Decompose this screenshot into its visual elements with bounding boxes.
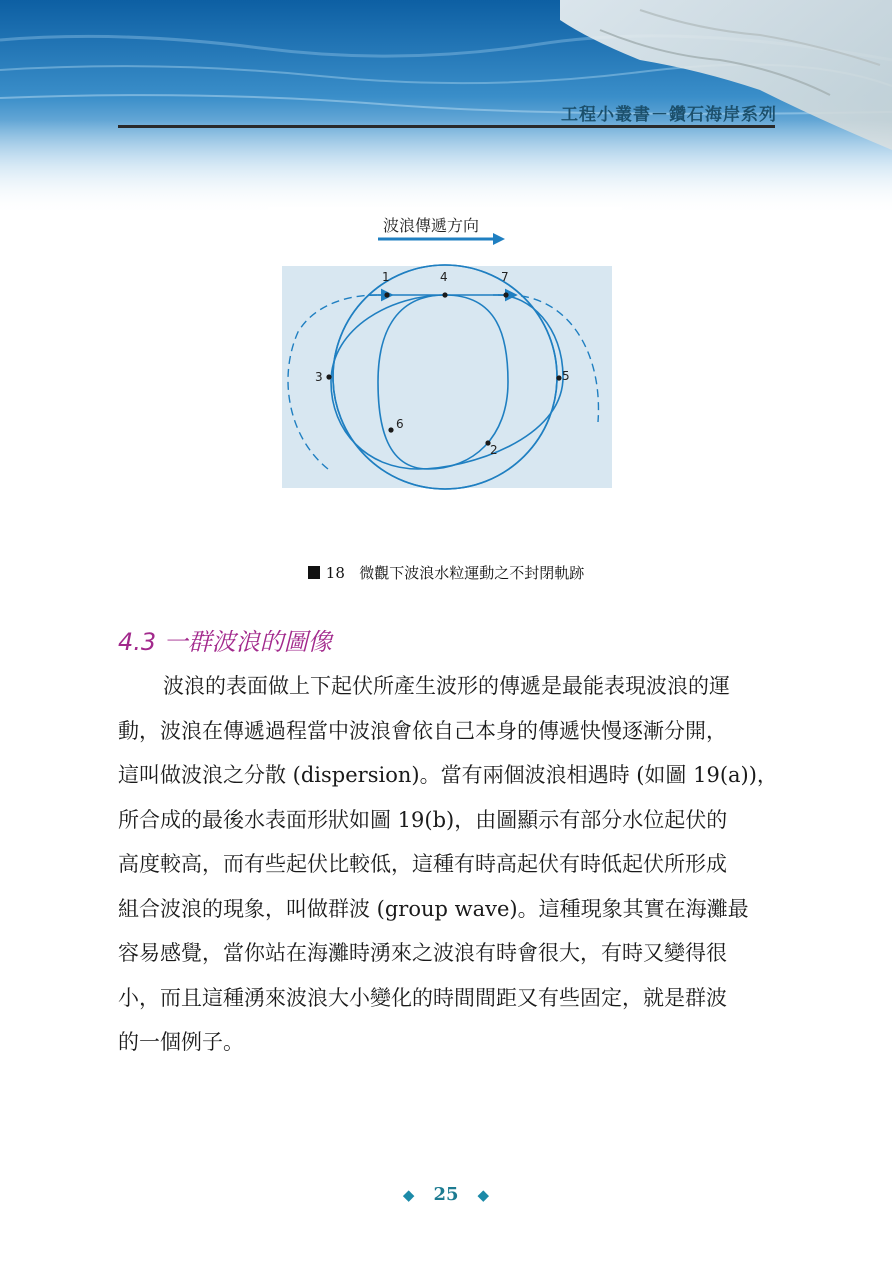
body-paragraph	[118, 664, 778, 1065]
paragraph-line: 的一個例子。	[118, 1030, 244, 1054]
point-6-dot	[388, 427, 393, 432]
paragraph-line: 波浪的表面做上下起伏所產生波形的傳遞是最能表現波浪的運	[163, 674, 730, 698]
paragraph-line: 小，而且這種湧來波浪大小變化的時間間距又有些固定，就是群波	[118, 985, 727, 1010]
paragraph-line: 所合成的最後水表面形狀如圖 19(b)，由圖顯示有部分水位起伏的	[118, 807, 728, 832]
paragraph-line: 這叫做波浪之分散 (dispersion)。當有兩個波浪相遇時 (如圖 19(a))，	[118, 763, 778, 787]
point-3-dot	[326, 374, 331, 379]
paragraph-line: 容易感覺，當你站在海灘時湧來之波浪有時會很大，有時又變得很	[118, 941, 727, 965]
paragraph-line: 高度較高，而有些起伏比較低，這種有時高起伏有時低起伏所形成	[118, 852, 727, 876]
point-1-dot	[384, 292, 389, 297]
figure-label-glyph	[308, 566, 320, 579]
point-7-label: 7	[501, 270, 509, 284]
header-rule	[118, 125, 775, 128]
particle-orbit-figure	[268, 207, 622, 517]
point-1-label: 1	[382, 270, 390, 284]
point-7-dot	[503, 292, 508, 297]
diamond-left-icon: ◆	[402, 1186, 415, 1204]
page-footer	[0, 1184, 892, 1205]
page-number: 25	[433, 1184, 459, 1205]
point-4-label: 4	[440, 270, 448, 284]
figure-caption	[0, 562, 892, 583]
direction-label: 波浪傳遞方向	[383, 216, 480, 235]
point-4-dot	[442, 292, 447, 297]
figure-number: 18	[325, 564, 345, 582]
point-6-label: 6	[396, 417, 404, 431]
figure-caption-text: 微觀下波浪水粒運動之不封閉軌跡	[359, 564, 585, 582]
point-2-label: 2	[490, 443, 498, 457]
point-5-dot	[556, 375, 561, 380]
section-heading: 4.3 一群波浪的圖像	[118, 628, 332, 656]
point-5-label: 5	[562, 369, 570, 383]
paragraph-line: 組合波浪的現象，叫做群波 (group wave)。這種現象其實在海灘最	[118, 896, 749, 921]
paragraph-line: 動，波浪在傳遞過程當中波浪會依自己本身的傳遞快慢逐漸分開，	[118, 718, 727, 743]
series-title: 工程小叢書－鑽石海岸系列	[561, 105, 777, 125]
diamond-right-icon: ◆	[477, 1186, 490, 1204]
point-3-label: 3	[315, 370, 323, 384]
